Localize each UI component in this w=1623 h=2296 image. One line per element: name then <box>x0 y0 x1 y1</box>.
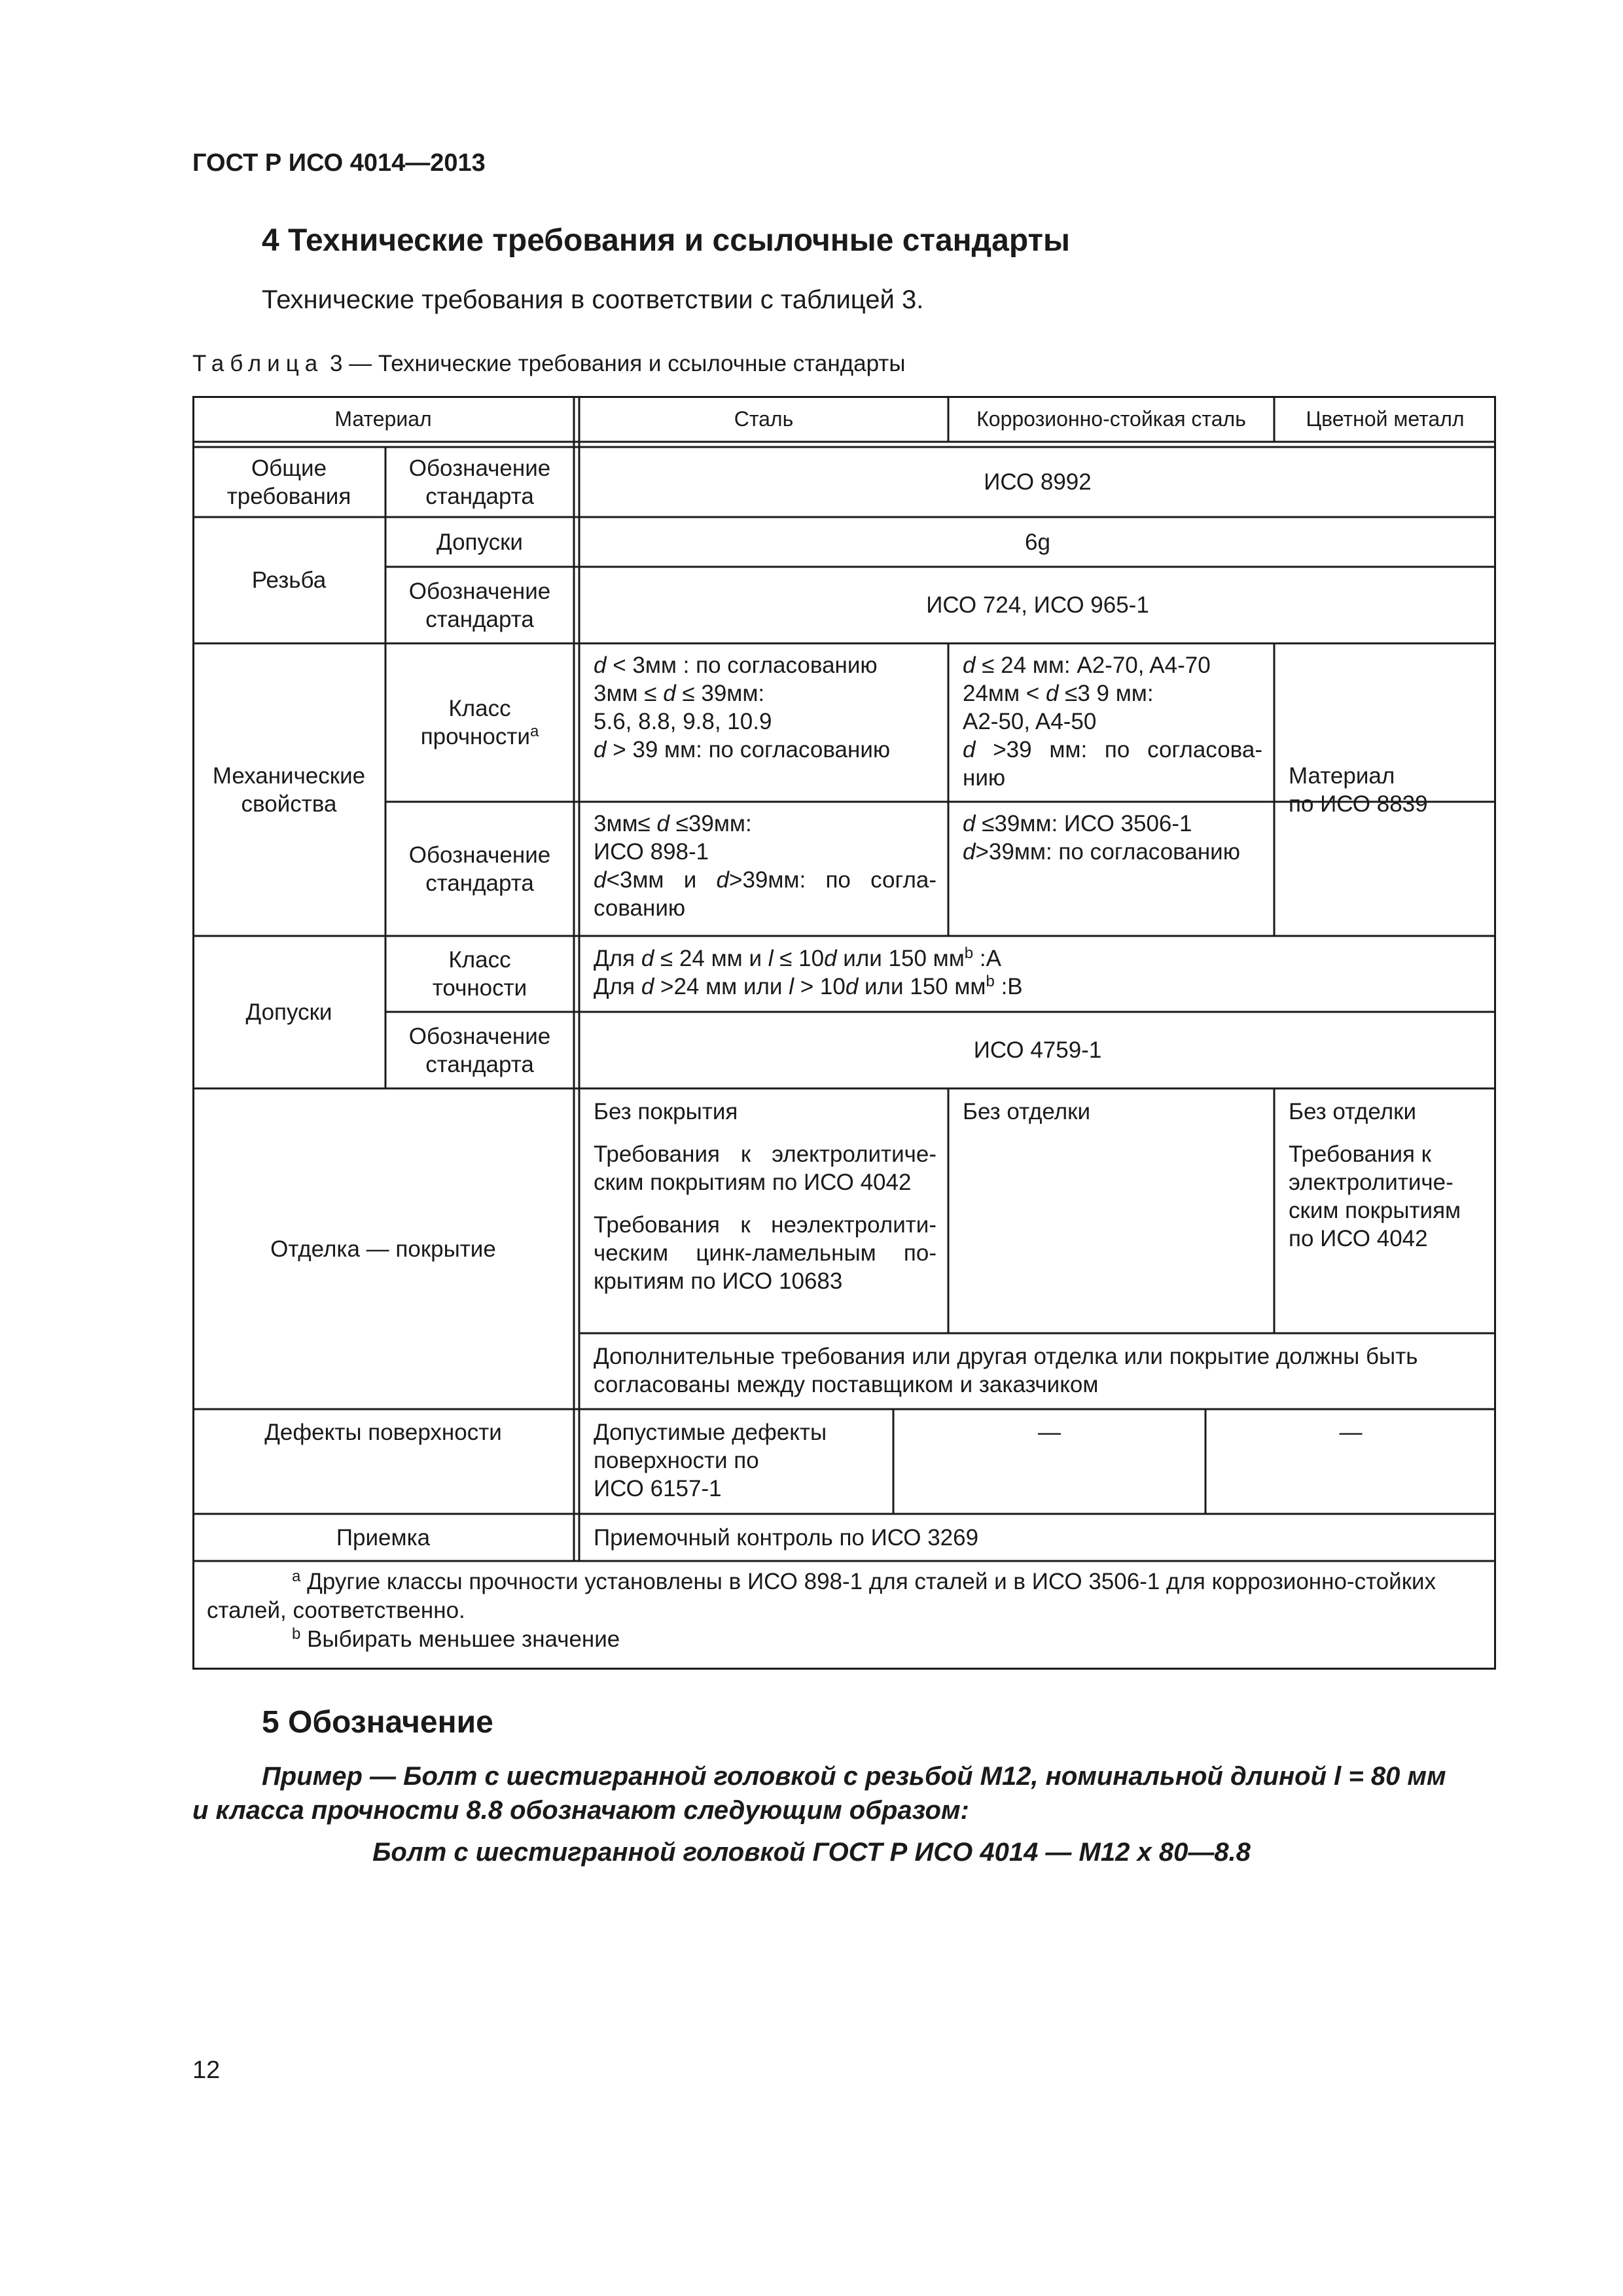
footnote-b <box>207 1625 1483 1654</box>
footnote-text: Выбирать меньшее значение <box>300 1626 620 1652</box>
text-part: Для <box>594 946 641 971</box>
mechanical-line: свойства <box>241 791 337 817</box>
text-line <box>963 651 1262 679</box>
thread-tolerance-value: 6g <box>1025 529 1050 555</box>
header-stainless: Коррозионно-стойкая сталь <box>976 406 1246 431</box>
caption-prefix: Таблица <box>192 351 324 376</box>
text-line: нию <box>963 765 1006 791</box>
text-line <box>963 679 1262 708</box>
text-part: 24мм < <box>963 681 1046 706</box>
text-line: ским покрытиям по ИСО 4042 <box>594 1170 912 1195</box>
label-line: Обозначение <box>408 455 551 481</box>
row-thread-label: Резьба <box>251 567 327 593</box>
general-designation-label <box>385 447 574 517</box>
finish-additional <box>579 1342 1496 1399</box>
text-part: :A <box>973 946 1001 971</box>
label-line: Обозначение <box>408 1023 551 1049</box>
text-line: Материал <box>1289 762 1395 789</box>
label-line: стандарта <box>425 606 534 632</box>
text-line: Без покрытия <box>594 1099 738 1124</box>
footnote-text: Другие классы прочности установлены в ИСО 898-1 для сталей и в ИСО 3506-1 для коррозионно-стойких <box>300 1569 1436 1594</box>
example-designation: Болт с шестигранной головкой ГОСТ Р ИСО 4014 — М12 х 80—8.8 <box>372 1838 1251 1867</box>
var-d: d <box>963 839 976 865</box>
tolerances-designation-value: ИСО 4759-1 <box>973 1037 1102 1063</box>
text-part: >39мм: по согласованию <box>975 839 1240 865</box>
header-nonferrous: Цветной металл <box>1306 406 1465 431</box>
text-line: Дополнительные требования или другая отделка или покрытие должны быть <box>594 1344 1418 1369</box>
label-line: Обозначение <box>408 842 551 868</box>
text-line: по ИСО 4042 <box>1289 1226 1428 1251</box>
example-line-1: Пример — Болт с шестигранной головкой с резьбой М12, номинальной длиной l = 80 мм <box>262 1762 1446 1791</box>
text-part: > 10 <box>793 974 846 999</box>
text-line <box>594 973 1484 1001</box>
tolerances-designation-label <box>385 1012 574 1088</box>
text-part: или 150 мм <box>836 946 965 971</box>
footnote-ref-a: a <box>529 723 539 740</box>
general-value: ИСО 8992 <box>984 469 1092 495</box>
label-line: Обозначение <box>408 578 551 604</box>
mechanical-line: Механические <box>212 762 366 789</box>
footnote-a <box>207 1568 1483 1596</box>
label-line: точности <box>432 975 527 1001</box>
row-finish-label: Отделка — покрытие <box>270 1236 496 1262</box>
var-d: d <box>1045 681 1059 706</box>
text-line <box>963 810 1262 838</box>
document-code: ГОСТ Р ИСО 4014—2013 <box>192 149 486 177</box>
footnote-ref-b: b <box>964 944 974 962</box>
var-d: d <box>716 867 729 893</box>
requirements-table <box>192 396 1496 1670</box>
text-part: Для <box>594 974 641 999</box>
var-d: d <box>641 946 654 971</box>
var-d: d <box>594 867 607 893</box>
text-line: согласованы между поставщиком и заказчиком <box>594 1372 1099 1397</box>
text-line: A2-50, A4-50 <box>963 709 1097 734</box>
var-l: l <box>768 946 774 971</box>
table-caption <box>192 351 905 377</box>
text-line <box>594 944 1484 973</box>
text-line <box>594 866 936 894</box>
paragraph <box>594 1140 936 1196</box>
text-part: <3мм и <box>606 867 717 893</box>
label-line: стандарта <box>425 483 534 509</box>
section-4-intro: Технические требования в соответствии с таблицей 3. <box>262 285 924 314</box>
label-line: Класс <box>448 947 511 973</box>
thread-tolerance-label: Допуски <box>437 529 523 555</box>
text-line <box>963 838 1262 866</box>
text-part: :B <box>994 974 1023 999</box>
var-d: d <box>824 946 837 971</box>
row-general-label <box>192 447 385 517</box>
page-number: 12 <box>192 2056 221 2084</box>
var-d: d <box>963 811 976 836</box>
text-line: сованию <box>594 895 686 921</box>
footnote-ref-b: b <box>986 973 995 990</box>
mechanical-designation-label <box>385 802 574 936</box>
text-line: Требования к электролитиче- <box>594 1141 936 1167</box>
text-part: ≤39мм: ИСО 3506-1 <box>975 811 1192 836</box>
steel-strength-class <box>579 651 948 764</box>
text-line: Допустимые дефекты <box>594 1420 827 1445</box>
row-acceptance-label: Приемка <box>336 1524 431 1551</box>
text-part: 3мм≤ <box>594 811 657 836</box>
var-d: d <box>594 653 607 678</box>
steel-finish <box>579 1098 948 1295</box>
text-part: ≤39мм: <box>669 811 752 836</box>
caption-text: 3 — Технические требования и ссылочные стандарты <box>329 351 906 376</box>
acceptance-value: Приемочный контроль по ИСО 3269 <box>594 1524 979 1551</box>
text-line: Требования к неэлектролити- <box>594 1212 936 1238</box>
text-line: по ИСО 8839 <box>1289 791 1428 817</box>
nonferrous-finish <box>1274 1098 1496 1253</box>
footnote-mark: b <box>292 1625 301 1643</box>
label-text: прочности <box>420 724 530 749</box>
text-part: ≤3 9 мм: <box>1058 681 1154 706</box>
label-line: стандарта <box>425 870 534 896</box>
text-line <box>594 736 936 764</box>
nonferrous-material <box>1274 643 1496 936</box>
stainless-finish: Без отделки <box>963 1099 1091 1124</box>
row-mechanical-label <box>192 643 385 936</box>
text-part: >24 мм или <box>654 974 789 999</box>
text-part: ≤ 39мм: <box>675 681 765 706</box>
row-tolerances-label: Допуски <box>245 999 332 1025</box>
var-d: d <box>963 653 976 678</box>
nonferrous-surface: — <box>1339 1420 1363 1445</box>
general-line: требования <box>226 483 351 509</box>
var-d: d <box>641 974 654 999</box>
stainless-strength-class <box>948 651 1274 792</box>
var-d: d <box>663 681 676 706</box>
text-line: ческим цинк-ламельным по- <box>594 1240 936 1266</box>
var-l: l <box>789 974 794 999</box>
var-d: d <box>656 811 669 836</box>
accuracy-class-label <box>385 936 574 1012</box>
text-part: >39мм: по согла- <box>729 867 937 893</box>
header-steel: Сталь <box>734 406 794 431</box>
label-line: стандарта <box>425 1051 534 1077</box>
footnote-a-cont: сталей, соответственно. <box>207 1598 465 1623</box>
var-d: d <box>594 737 607 762</box>
paragraph <box>594 1211 936 1295</box>
section-5-heading: 5 Обозначение <box>262 1705 493 1740</box>
text-part: > 39 мм: по согласованию <box>606 737 891 762</box>
stainless-designation <box>948 810 1274 866</box>
text-line: ИСО 6157-1 <box>594 1476 722 1501</box>
text-part: < 3мм : по согласованию <box>606 653 878 678</box>
text-part: или 150 мм <box>858 974 986 999</box>
row-surface-label: Дефекты поверхности <box>264 1420 502 1445</box>
text-part: 3мм ≤ <box>594 681 664 706</box>
thread-designation-value: ИСО 724, ИСО 965-1 <box>926 592 1149 618</box>
section-4-heading: 4 Технические требования и ссылочные стандарты <box>262 223 1071 258</box>
header-material: Материал <box>334 406 432 431</box>
text-line: Без отделки <box>1289 1099 1417 1124</box>
text-line <box>594 679 936 708</box>
text-line <box>594 651 936 679</box>
footnote-mark: a <box>292 1568 301 1585</box>
strength-class-label <box>385 643 574 802</box>
thread-designation-label <box>385 567 574 643</box>
text-line: ИСО 898-1 <box>594 839 709 865</box>
text-line: ским покрытиям <box>1289 1198 1461 1223</box>
text-line: 5.6, 8.8, 9.8, 10.9 <box>594 709 772 734</box>
example-line-2: и класса прочности 8.8 обозначают следующим образом: <box>192 1796 969 1825</box>
text-line: Требования к <box>1289 1141 1431 1167</box>
general-line: Общие <box>251 455 327 481</box>
paragraph <box>1289 1140 1484 1253</box>
steel-designation <box>579 810 948 922</box>
stainless-surface: — <box>1038 1420 1061 1445</box>
text-line: поверхности по <box>594 1448 759 1473</box>
var-d: d <box>845 974 859 999</box>
text-line <box>963 736 1262 764</box>
text-line <box>594 810 936 838</box>
text-part: ≤ 10 <box>773 946 825 971</box>
text-part: ≤ 24 мм и <box>654 946 768 971</box>
var-d: d <box>963 737 976 762</box>
text-part: >39 мм: по согласова- <box>975 737 1262 762</box>
text-line: электролитиче- <box>1289 1170 1454 1195</box>
table-footnotes <box>207 1568 1483 1654</box>
steel-surface <box>579 1418 893 1503</box>
label-line: Класс <box>448 696 511 721</box>
text-part: ≤ 24 мм: A2-70, A4-70 <box>975 653 1211 678</box>
label-line <box>421 723 539 751</box>
text-line: крытиям по ИСО 10683 <box>594 1268 843 1294</box>
accuracy-class-value <box>579 944 1496 1001</box>
